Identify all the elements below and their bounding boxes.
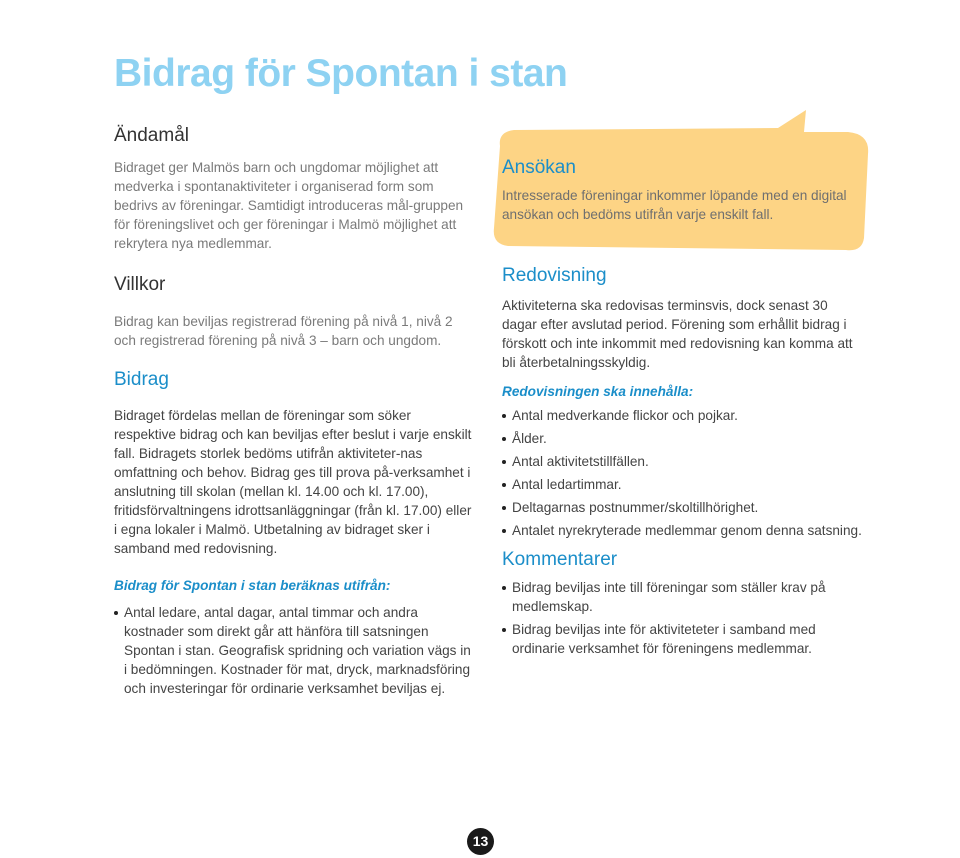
page-number-badge: 13 [467, 828, 494, 855]
beraknas-list [114, 603, 474, 698]
list-item: Antalet nyrekryterade medlemmar genom denna satsning. [502, 521, 862, 540]
right-column [502, 264, 862, 658]
list-item: Bidrag beviljas inte till föreningar som ställer krav på medlemskap. [502, 578, 862, 616]
ansokan-heading: Ansökan [502, 157, 576, 178]
page-title: Bidrag för Spontan i stan [114, 52, 568, 95]
bidrag-text: Bidraget fördelas mellan de föreningar som söker respektive bidrag och kan beviljas efter beslut i varje enskilt fall. Bidragets storlek bedöms utifrån aktiviteter-nas omfattning och behov. Bidrag ges till prova på-verksamhet i anslutning till skolan (mellan kl. 14.00 och kl. 17.00), fritidsförvaltningens idrottsanläggningar (från kl. 17.00) eller i egna lokaler i Malmö. Utbetalning av bidraget sker i samband med redovisning. [114, 408, 472, 556]
ansokan-content [502, 156, 852, 224]
villkor-text: Bidrag kan beviljas registrerad förening på nivå 1, nivå 2 och registrerad förening på nivå 3 – barn och ungdom. [114, 314, 453, 348]
redovisning-text: Aktiviteterna ska redovisas terminsvis, dock senast 30 dagar efter avslutad period. Förening som erhållit bidrag i förskott och inte inkommit med redovisning kan komma att bli återbetalningsskyldig. [502, 298, 853, 370]
andamal-heading: Ändamål [114, 125, 189, 146]
list-item: Bidrag beviljas inte för aktiviteteter i samband med ordinarie verksamhet för föreningens medlemmar. [502, 620, 862, 658]
list-item: Antal aktivitetstillfällen. [502, 452, 862, 471]
list-item: Antal ledare, antal dagar, antal timmar och andra kostnader som direkt går att hänföra till satsningen Spontan i stan. Geografisk spridning och variation vägs in i bedömningen. Kostnader för mat, dryck, marknadsföring och investeringar för ordinarie verksamhet beviljas ej. [114, 603, 474, 698]
list-item: Ålder. [502, 429, 862, 448]
bidrag-heading: Bidrag [114, 369, 169, 390]
list-item: Antal medverkande flickor och pojkar. [502, 406, 862, 425]
ansokan-text: Intresserade föreningar inkommer löpande med en digital ansökan och bedöms utifrån varje enskilt fall. [502, 188, 847, 222]
ansokan-speech-bubble [486, 110, 870, 254]
kommentarer-heading: Kommentarer [502, 549, 618, 570]
innehalla-list [502, 406, 862, 540]
kommentarer-list [502, 578, 862, 658]
list-item: Deltagarnas postnummer/skoltillhörighet. [502, 498, 862, 517]
andamal-text: Bidraget ger Malmös barn och ungdomar möjlighet att medverka i spontanaktiviteter i organiserad form som bedrivs av föreningar. Samtidigt introduceras mål-gruppen för föreningslivet och ger föreningar i Malmö möjlighet att rekrytera nya medlemmar. [114, 160, 464, 251]
redovisning-heading: Redovisning [502, 265, 607, 286]
list-item: Antal ledartimmar. [502, 475, 862, 494]
villkor-heading: Villkor [114, 274, 166, 295]
beraknas-heading: Bidrag för Spontan i stan beräknas utifrån: [114, 578, 391, 593]
left-column [114, 124, 474, 698]
innehalla-heading: Redovisningen ska innehålla: [502, 384, 694, 399]
